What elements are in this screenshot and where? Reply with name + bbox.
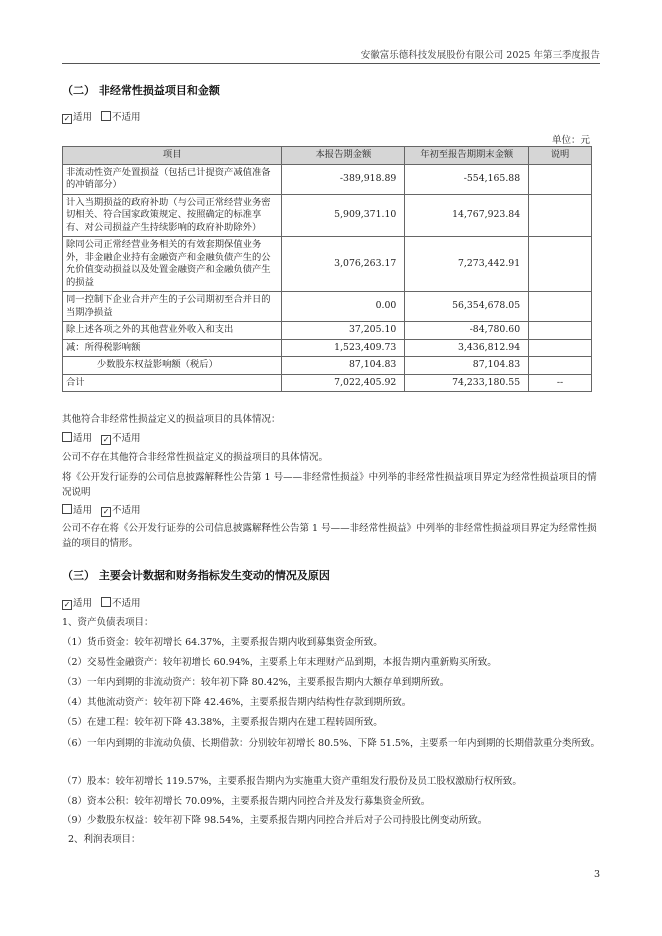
other-items-text: 公司不存在其他符合非经常性损益定义的损益项目的具体情况。 [62,452,329,463]
page-number: 3 [593,869,600,880]
cell-ytd: 56,354,678.05 [405,292,529,322]
table-row [63,237,592,292]
row-label: 少数股东权益影响额（税后） [63,357,282,375]
applicability-row-4 [62,596,602,611]
list-item: 1、资产负债表项目： [62,617,154,628]
cell-current: 1,523,409.73 [282,339,405,357]
cell-ytd: 14,767,923.84 [405,194,529,237]
row-label: 除同公司正常经营业务相关的有效套期保值业务外，非金融企业持有金融资产和金融负债产生的公允价值变动损益以及处置金融资产和金融负债产生的损益 [63,237,282,292]
other-items-title: 其他符合非经常性损益定义的损益项目的具体情况： [62,414,281,425]
cell-ytd: -554,165.88 [405,164,529,194]
cell-ytd: 74,233,180.55 [405,374,529,392]
cell-ytd: 3,436,812.94 [405,339,529,357]
list-item: （7）股本：较年初增长 119.57%，主要系报告期内为实施重大资产重组发行股份及员工股权激励行权所致。 [62,776,522,787]
reclassification-title: 将《公开发行证券的公司信息披露解释性公告第 1 号——非经常性损益》中列举的非经常性损益项目界定为经常性损益项目的情况说明 [62,472,597,498]
list-item: （2）交易性金融资产：较年初增长 60.94%，主要系上年末理财产品到期，本报告期内重新购买所致。 [62,657,497,668]
table-row [63,292,592,322]
row-label: 除上述各项之外的其他营业外收入和支出 [63,322,282,340]
table-row [63,339,592,357]
list-item: 2、利润表项目： [68,834,141,845]
cell-current: 7,022,405.92 [282,374,405,392]
checkbox-unchecked-icon [62,504,72,514]
checkbox-checked-icon [101,507,111,517]
applicability-row-1 [62,110,602,125]
table-row [63,357,592,375]
cell-note [529,357,592,375]
not-applicable-label: 不适用 [112,112,141,123]
unit-label: 单位：元 [551,135,590,146]
reclassification-text: 公司不存在将《公开发行证券的公司信息披露解释性公告第 1 号——非经常性损益》中列举的非经常性损益项目界定为经常性损益的项目的情形。 [62,523,597,549]
header-divider [62,63,600,64]
applicable-label: 适用 [73,505,93,516]
table-row [63,322,592,340]
page-header: 安徽富乐德科技发展股份有限公司 2025 年第三季度报告 [360,50,600,61]
table-row [63,194,592,237]
applicable-label: 适用 [73,112,93,123]
not-applicable-label: 不适用 [112,433,141,444]
col-header: 年初至报告期期末金额 [405,147,529,165]
list-item: （6）一年内到期的非流动负债、长期借款：分别较年初增长 80.5%、下降 51.5%，主要系一年内到期的长期借款重分类所致。 [62,738,600,749]
cell-current: 5,909,371.10 [282,194,405,237]
cell-ytd: -84,780.60 [405,322,529,340]
col-header: 说明 [529,147,592,165]
col-header: 项目 [63,147,282,165]
cell-note [529,164,592,194]
list-item: （5）在建工程：较年初下降 43.38%，主要系报告期内在建工程转固所致。 [62,717,383,728]
cell-ytd: 87,104.83 [405,357,529,375]
list-item: （9）少数股东权益：较年初下降 98.54%，主要系报告期内同控合并后对子公司持股比例变动所致。 [62,815,488,826]
cell-ytd: 7,273,442.91 [405,237,529,292]
checkbox-unchecked-icon [101,111,111,121]
cell-current: 37,205.10 [282,322,405,340]
list-item: （8）资本公积：较年初增长 70.09%，主要系报告期内同控合并及发行募集资金所致。 [62,796,431,807]
not-applicable-label: 不适用 [112,505,141,516]
row-label: 非流动性资产处置损益（包括已计提资产减值准备的冲销部分） [63,164,282,194]
row-label: 同一控制下企业合并产生的子公司期初至合并日的当期净损益 [63,292,282,322]
cell-note [529,339,592,357]
checkbox-checked-icon [101,435,111,445]
section-title-changes: （三） 主要会计数据和财务指标发生变动的情况及原因 [62,569,330,582]
row-label: 合计 [63,374,282,392]
cell-note: -- [529,374,592,392]
list-item: （3）一年内到期的非流动资产：较年初下降 80.42%，主要系报告期内大额存单到期所致。 [62,677,450,688]
table-header-row [63,147,592,165]
cell-current: 0.00 [282,292,405,322]
checkbox-checked-icon [62,600,72,610]
cell-note [529,322,592,340]
cell-note [529,292,592,322]
table-row-total [63,374,592,392]
checkbox-checked-icon [62,114,72,124]
cell-note [529,237,592,292]
cell-current: 3,076,263.17 [282,237,405,292]
applicability-row-2 [62,431,602,446]
col-header: 本报告期金额 [282,147,405,165]
not-applicable-label: 不适用 [112,598,141,609]
table-row [63,164,592,194]
section-title-non-recurring: （二） 非经常性损益项目和金额 [62,84,220,97]
cell-note [529,194,592,237]
checkbox-unchecked-icon [101,597,111,607]
applicable-label: 适用 [73,598,93,609]
cell-current: -389,918.89 [282,164,405,194]
cell-current: 87,104.83 [282,357,405,375]
row-label: 减：所得税影响额 [63,339,282,357]
non-recurring-table [62,146,592,392]
applicable-label: 适用 [73,433,93,444]
list-item: （1）货币资金：较年初增长 64.37%，主要系报告期内收到募集资金所致。 [62,637,383,648]
checkbox-unchecked-icon [62,432,72,442]
list-item: （4）其他流动资产：较年初下降 42.46%，主要系报告期内结构性存款到期所致。 [62,697,412,708]
applicability-row-3 [62,503,602,518]
row-label: 计入当期损益的政府补助（与公司正常经营业务密切相关、符合国家政策规定、按照确定的标准享有、对公司损益产生持续影响的政府补助除外） [63,194,282,237]
